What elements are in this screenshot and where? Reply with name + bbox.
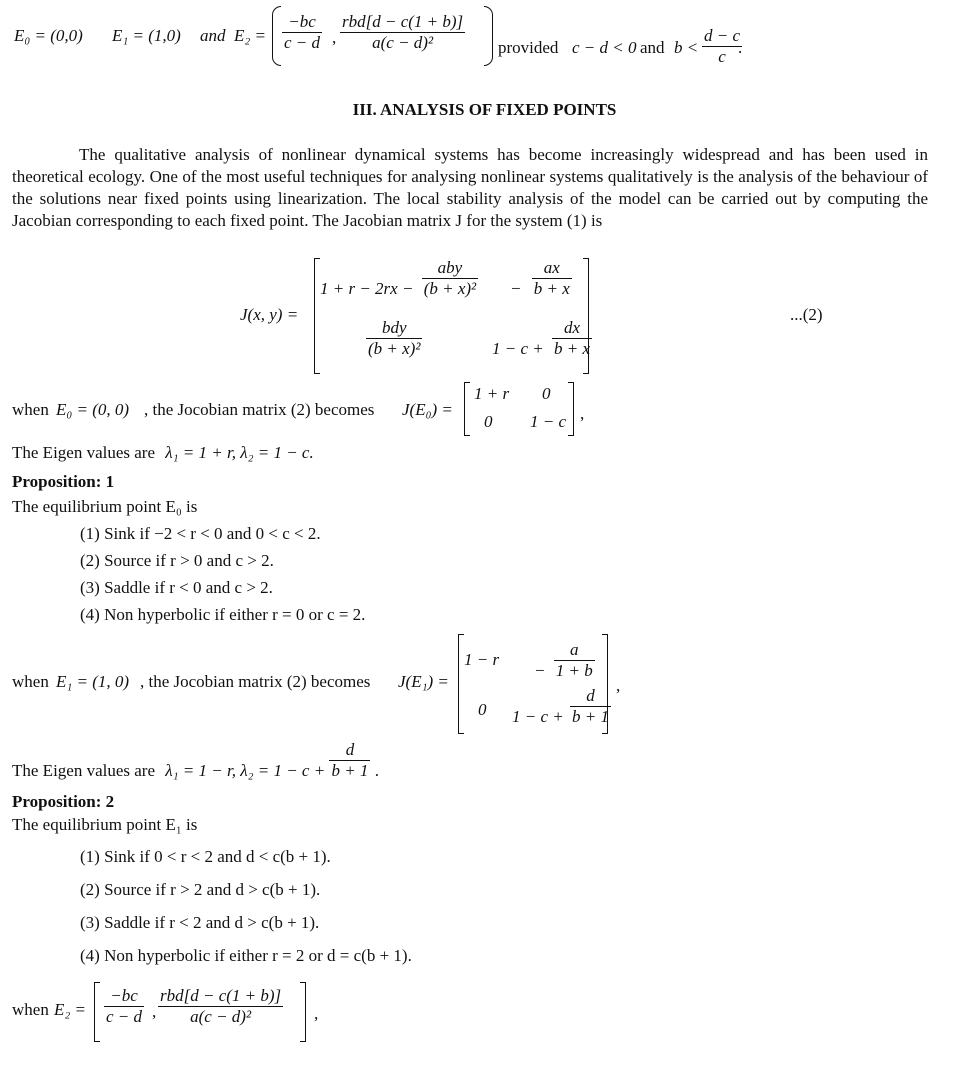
section-heading: III. ANALYSIS OF FIXED POINTS [352, 100, 617, 119]
jacobian-lhs: J(x, y) = [240, 305, 299, 324]
jacobian-a11: 1 + r − 2rx − $\frac{\text{aby}}{\text{(b + x)²}}$ [320, 258, 477, 298]
e2-x-fraction: $\frac{-bc}{c - d}$ [284, 12, 321, 52]
jacobian-a12: − $\frac{ax}{b + x}$ [510, 258, 570, 298]
proposition-1-title: Proposition: 1 [12, 472, 115, 491]
and-word-2: and [640, 38, 665, 57]
proposition-1-item-4: (4) Non hyperbolic if either r = 0 or c = 2. [80, 605, 366, 624]
e2-right-bracket [300, 982, 306, 1042]
proposition-1-item-1: (1) Sink if −2 < r < 0 and 0 < c < 2. [80, 524, 321, 543]
e0-definition: E₀ = (0,0) [14, 26, 83, 45]
proposition-1-item-2: (2) Source if r > 0 and c > 2. [80, 551, 274, 570]
e0-left-bracket [464, 382, 470, 436]
proposition-1-statement: The equilibrium point E₀ is [12, 497, 198, 516]
e1-definition: E₁ = (1,0) [112, 26, 181, 45]
e2-y-fraction-bottom: rbd[d − c(1 + b)] a(c − d)² [160, 986, 282, 1026]
provided-word: provided [498, 38, 559, 57]
left-paren [272, 6, 281, 66]
jacobian-a21: $\frac{\text{bdy}}{\text{(b + x)²}}$ [368, 318, 421, 358]
e2-prefix: E₂ = [234, 26, 267, 45]
proposition-2-title: Proposition: 2 [12, 792, 115, 811]
e2-y-fraction: rbd[d − c(1 + b)] a(c − d)² [342, 12, 464, 52]
proposition-2-statement: The equilibrium point E₁ is [12, 815, 198, 834]
right-paren [484, 6, 493, 66]
proposition-2-item-3: (3) Saddle if r < 2 and d > c(b + 1). [80, 913, 320, 932]
condition-2-prefix: b < [674, 38, 699, 57]
e1-eigenvalues: The Eigen values are λ₁ = 1 − r, λ₂ = 1 − c + $\frac{d}{b + 1}$ . [12, 740, 379, 780]
e1-left-bracket [458, 634, 464, 734]
condition-1: c − d < 0 [572, 38, 637, 57]
e0-right-bracket [568, 382, 574, 436]
e2-left-bracket [94, 982, 100, 1042]
and-word: and [200, 26, 226, 45]
equation-number-2: ...(2) [790, 305, 823, 324]
e2-x-fraction-bottom: $\frac{-bc}{c - d}$ [106, 986, 143, 1026]
intro-paragraph: The qualitative analysis of nonlinear dynamical systems has become increasingly widespread and has been used in theoretical ecology. One of the most useful techniques for analysing nonlinear systems qualitatively is the analysis of the behaviour of the solutions near fixed points using linearization. The local stability analysis of the model can be carried out by computing the Jacobian corresponding to each fixed point. The Jacobian matrix J for the system (1) is [12, 145, 928, 230]
jacobian-a22: 1 − c + $\frac{dx}{b + x}$ [492, 318, 591, 358]
proposition-2-item-4: (4) Non hyperbolic if either r = 2 or d = c(b + 1). [80, 946, 412, 965]
proposition-2-item-2: (2) Source if r > 2 and d > c(b + 1). [80, 880, 321, 899]
proposition-1-item-3: (3) Saddle if r < 0 and c > 2. [80, 578, 273, 597]
proposition-2-item-1: (1) Sink if 0 < r < 2 and d < c(b + 1). [80, 847, 331, 866]
e0-eigenvalues: The Eigen values are λ₁ = 1 + r, λ₂ = 1 − c. [12, 443, 314, 462]
condition-2-fraction: $\frac{d - c}{c}$ [704, 26, 741, 66]
